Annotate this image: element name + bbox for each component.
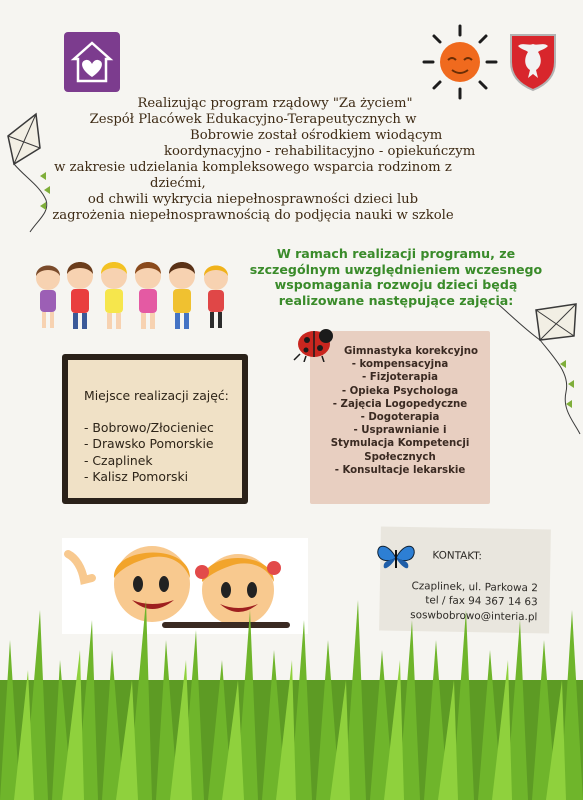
activity-line: Społecznych: [364, 451, 436, 463]
contact-email[interactable]: soswbobrowo@interia.pl: [410, 608, 538, 624]
place-item: - Drawsko Pomorskie: [84, 436, 214, 452]
coat-of-arms-icon: [508, 32, 558, 92]
activity-line: - Konsultacje lekarskie: [334, 464, 466, 476]
program-line: W ramach realizacji programu, ze: [276, 246, 516, 261]
places-heading: Miejsce realizacji zajęć:: [84, 388, 229, 403]
activity-line: - Usprawnianie i: [353, 425, 447, 437]
activity-line: - Zajęcia Logopedyczne: [332, 398, 468, 410]
activity-line: Gimnastyka korekcyjno: [344, 346, 478, 357]
places-panel: [68, 360, 242, 498]
program-heading: [238, 246, 554, 308]
intro-line: od chwili wykrycia niepełnosprawności dzieci lub: [87, 192, 419, 207]
place-item: - Kalisz Pomorski: [84, 468, 189, 484]
activity-line: Stymulacja Kompetencji: [330, 438, 470, 450]
activity-line: - Dogoterapia: [360, 412, 440, 424]
intro-line: Bobrowie został ośrodkiem wiodącym: [190, 128, 443, 143]
intro-line: koordynacyjno - rehabilitacyjno - opiekuńczym: [164, 144, 476, 159]
program-line: wspomagania rozwoju dzieci będą: [274, 277, 518, 293]
butterfly-icon: [374, 538, 418, 578]
activity-line: - kompensacyjna: [351, 359, 449, 371]
children-illustration: [30, 252, 238, 336]
contact-phone: tel / fax 94 367 14 63: [425, 594, 538, 609]
sun-icon: [420, 22, 500, 102]
contact-address: Czaplinek, ul. Parkowa 2: [411, 580, 538, 595]
contact-heading: KONTAKT:: [432, 549, 483, 563]
intro-line: dziećmi,: [150, 176, 206, 191]
intro-text: [18, 96, 488, 224]
place-item: - Czaplinek: [84, 452, 153, 468]
intro-line: Zespół Placówek Edukacyjno-Terapeutycznych w: [89, 112, 417, 127]
home-heart-logo-icon: [64, 32, 120, 92]
intro-line: w zakresie udzielania kompleksowego wsparcia rodzinom z: [54, 160, 452, 175]
ladybug-icon: [290, 322, 338, 362]
grass-icon: [0, 600, 583, 800]
places-card: [62, 354, 248, 504]
kite-icon: [496, 300, 583, 440]
intro-line: Realizując program rządowy "Za życiem": [137, 96, 413, 111]
activity-line: - Opieka Psychologa: [341, 385, 459, 397]
place-item: - Bobrowo/Złocieniec: [84, 420, 214, 436]
intro-line: zagrożenia niepełnosprawnością do podjęcia nauki w szkole: [52, 208, 454, 223]
program-line: realizowane następujące zajęcia:: [278, 292, 514, 308]
program-line: szczególnym uwzględnieniem wczesnego: [249, 261, 543, 277]
activity-line: - Fizjoterapia: [362, 372, 438, 384]
